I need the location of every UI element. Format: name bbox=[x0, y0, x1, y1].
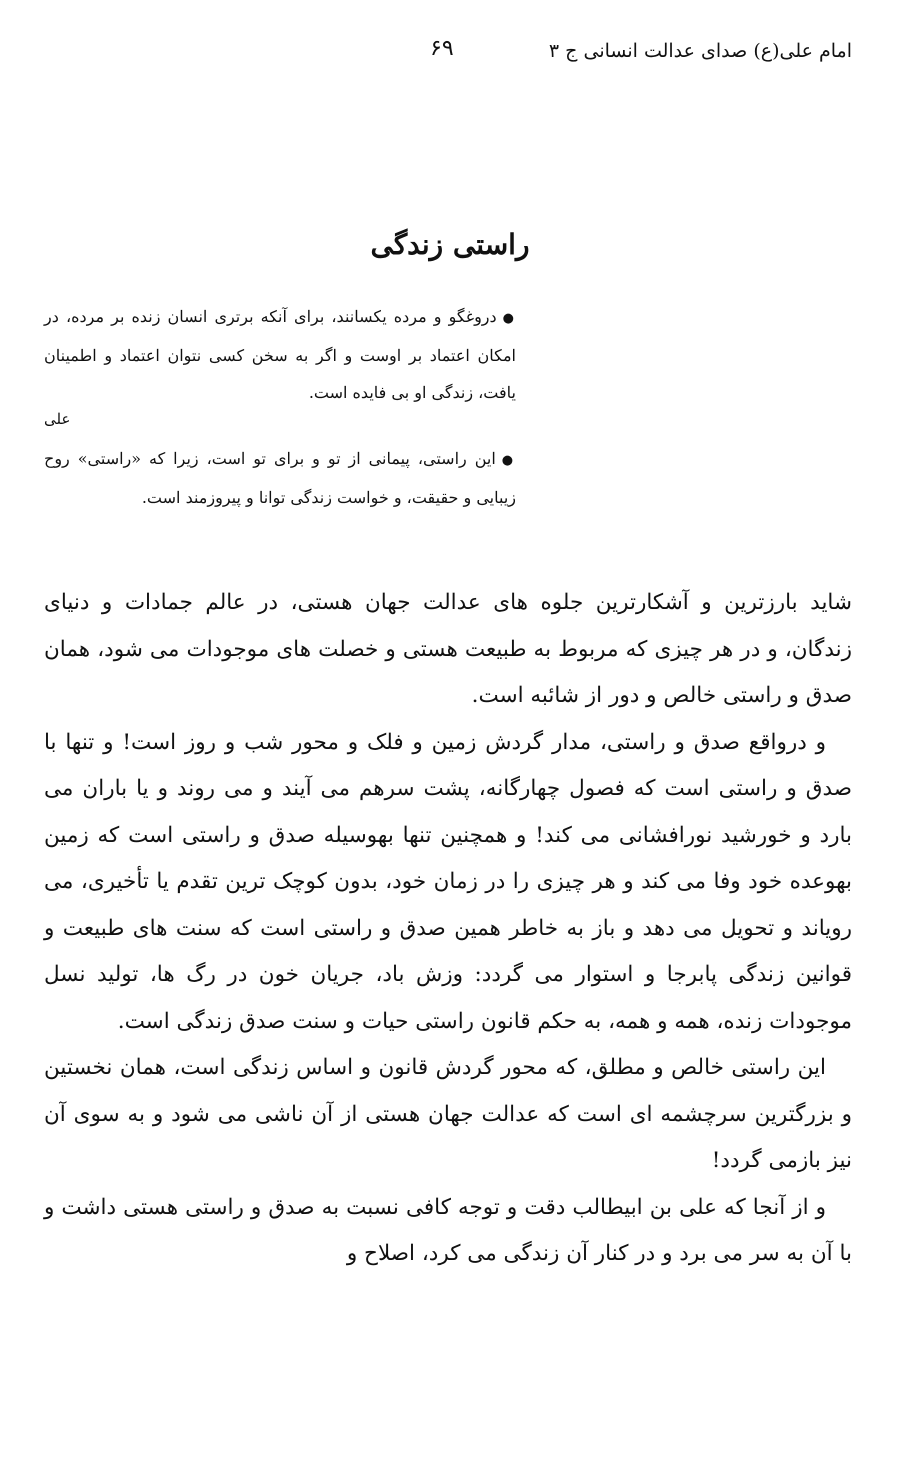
paragraph: این راستی خالص و مطلق، که محور گردش قانون و اساس زندگی است، همان نخستین و بزرگترین سرچشمه ای است که عدالت جهان هستی از آن ناشی می شود و به سوی آن نیز بازمی گردد! bbox=[44, 1055, 852, 1173]
quote-attribution: علی bbox=[44, 410, 71, 428]
paragraph: و درواقع صدق و راستی، مدار گردش زمین و فلک و محور شب و روز است! و تنها با صدق و راستی است که فصول چهارگانه، پشت سرهم می آیند و می روند و یا باران می بارد و خورشید نورافشانی می کند! و همچنین تنها بهوسیله صدق و راستی است که زمین بهوعده خود وفا می کند و هر چیزی را در زمان خود، بدون کوچک ترین تقدم یا تأخیری، می رویاند و تحویل می دهد و باز به خاطر همین صدق و راستی است که سنت های طبیعت و قوانین زندگی پابرجا و استوار می گردد: وزش باد، جریان خون در رگ ها، تولید نسل موجودات زنده، همه و همه، به حکم قانون راستی حیات و سنت صدق زندگی است. bbox=[44, 729, 852, 1034]
bullet-icon: ● bbox=[501, 453, 516, 468]
quote-text: این راستی، پیمانی از تو و برای تو است، زیرا که «راستی» روح زیبایی و حقیقت، و خواست زندگی توانا و پیروزمند است. bbox=[44, 449, 516, 507]
bullet-icon: ● bbox=[502, 311, 517, 326]
body-text bbox=[44, 580, 852, 1278]
chapter-title: راستی زندگی bbox=[370, 228, 530, 261]
paragraph: و از آنجا که علی بن ابیطالب دقت و توجه کافی نسبت به صدق و راستی هستی داشت و با آن به سر می برد و در کنار آن زندگی می کرد، اصلاح و bbox=[44, 1194, 852, 1266]
page-number: ۶۹ bbox=[430, 36, 454, 61]
paragraph: شاید بارزترین و آشکارترین جلوه های عدالت جهان هستی، در عالم جمادات و دنیای زندگان، و در هر چیزی که مربوط به طبیعت هستی و خصلت های موجودات می شود، همان صدق و راستی خالص و دور از شائبه است. bbox=[44, 590, 852, 708]
running-header-title: امام علی(ع) صدای عدالت انسانی ج ۳ bbox=[548, 40, 852, 62]
quote-text: دروغگو و مرده یکسانند، برای آنکه برتری انسان زنده بر مرده، در امکان اعتماد بر اوست و اگر به سخن کسی نتوان اعتماد و اطمینان یافت، زندگی او بی فایده است. bbox=[44, 307, 516, 402]
epigraph-quote-2 bbox=[44, 440, 516, 516]
epigraph-quote-1 bbox=[44, 298, 516, 411]
